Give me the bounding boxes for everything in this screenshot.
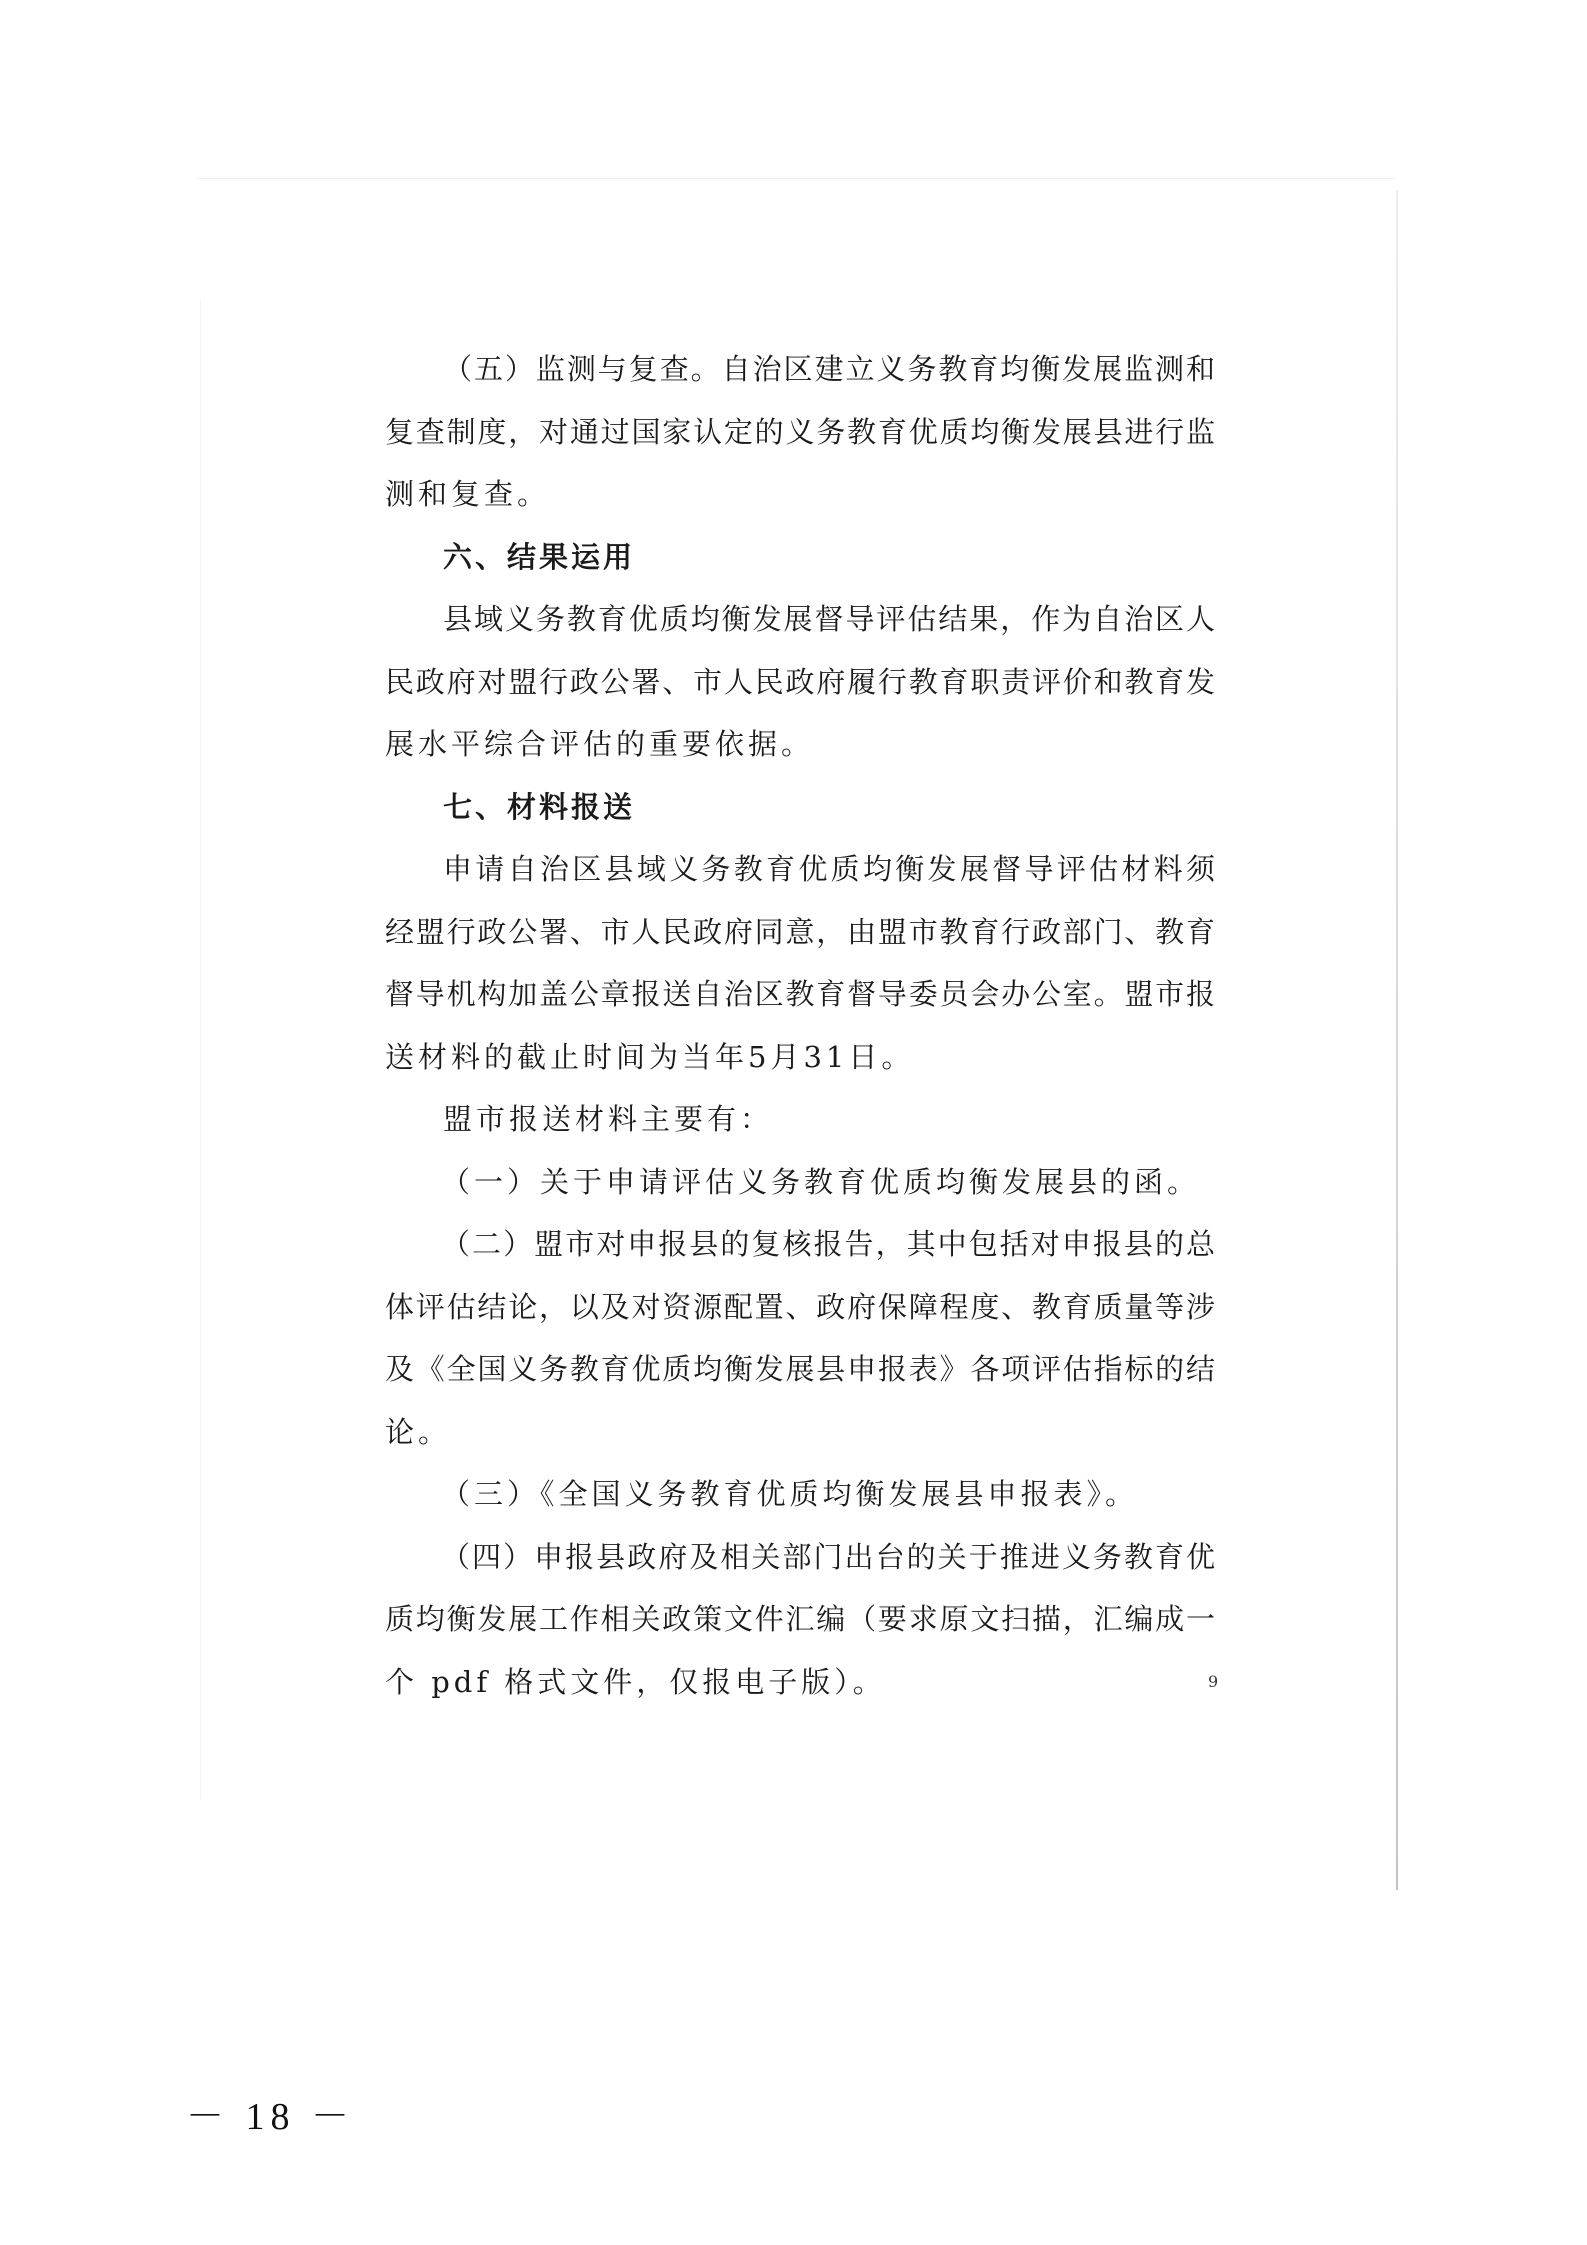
body-line: 申请自治区县域义务教育优质均衡发展督导评估材料须 xyxy=(443,852,1215,886)
section-heading: 七、材料报送 xyxy=(443,789,636,824)
inner-page-number: 9 xyxy=(1208,1672,1219,1691)
list-item-line: 及《全国义务教育优质均衡发展县申报表》各项评估指标的结 xyxy=(385,1352,1215,1386)
body-line: 经盟行政公署、市人民政府同意，由盟市教育行政部门、教育 xyxy=(385,914,1215,949)
scan-edge-top xyxy=(196,178,1396,179)
body-line: 送材料的截止时间为当年5月31日。 xyxy=(385,1039,915,1074)
body-line: 展水平综合评估的重要依据。 xyxy=(385,727,815,761)
list-item-line: 体评估结论，以及对资源配置、政府保障程度、教育质量等涉 xyxy=(385,1289,1215,1324)
list-item-line: （一）关于申请评估义务教育优质均衡发展县的函。 xyxy=(441,1164,1201,1199)
body-line: （五）监测与复查。自治区建立义务教育均衡发展监测和 xyxy=(443,352,1215,386)
scan-edge-right xyxy=(1396,190,1398,1890)
body-line: 复查制度，对通过国家认定的义务教育优质均衡发展县进行监 xyxy=(385,414,1215,449)
list-item-line: 论。 xyxy=(385,1414,452,1449)
body-line: 盟市报送材料主要有： xyxy=(443,1102,774,1136)
document-body xyxy=(385,338,1215,1713)
body-line: 测和复查。 xyxy=(385,477,551,511)
list-item-line: （四）申报县政府及相关部门出台的关于推进义务教育优 xyxy=(441,1539,1215,1574)
list-item-line: 质均衡发展工作相关政策文件汇编（要求原文扫描，汇编成一 xyxy=(385,1602,1215,1636)
body-line: 民政府对盟行政公署、市人民政府履行教育职责评价和教育发 xyxy=(385,664,1215,699)
scan-edge-left xyxy=(200,300,201,1800)
list-item-line: 个 pdf 格式文件，仅报电子版）。 xyxy=(385,1664,886,1699)
body-line: 县域义务教育优质均衡发展督导评估结果，作为自治区人 xyxy=(443,602,1215,636)
outer-page-number: － 18 － xyxy=(186,2096,356,2138)
list-item-line: （二）盟市对申报县的复核报告，其中包括对申报县的总 xyxy=(441,1227,1215,1261)
section-heading: 六、结果运用 xyxy=(443,539,636,574)
body-line: 督导机构加盖公章报送自治区教育督导委员会办公室。盟市报 xyxy=(385,977,1215,1011)
list-item-line: （三）《全国义务教育优质均衡发展县申报表》。 xyxy=(441,1477,1139,1511)
